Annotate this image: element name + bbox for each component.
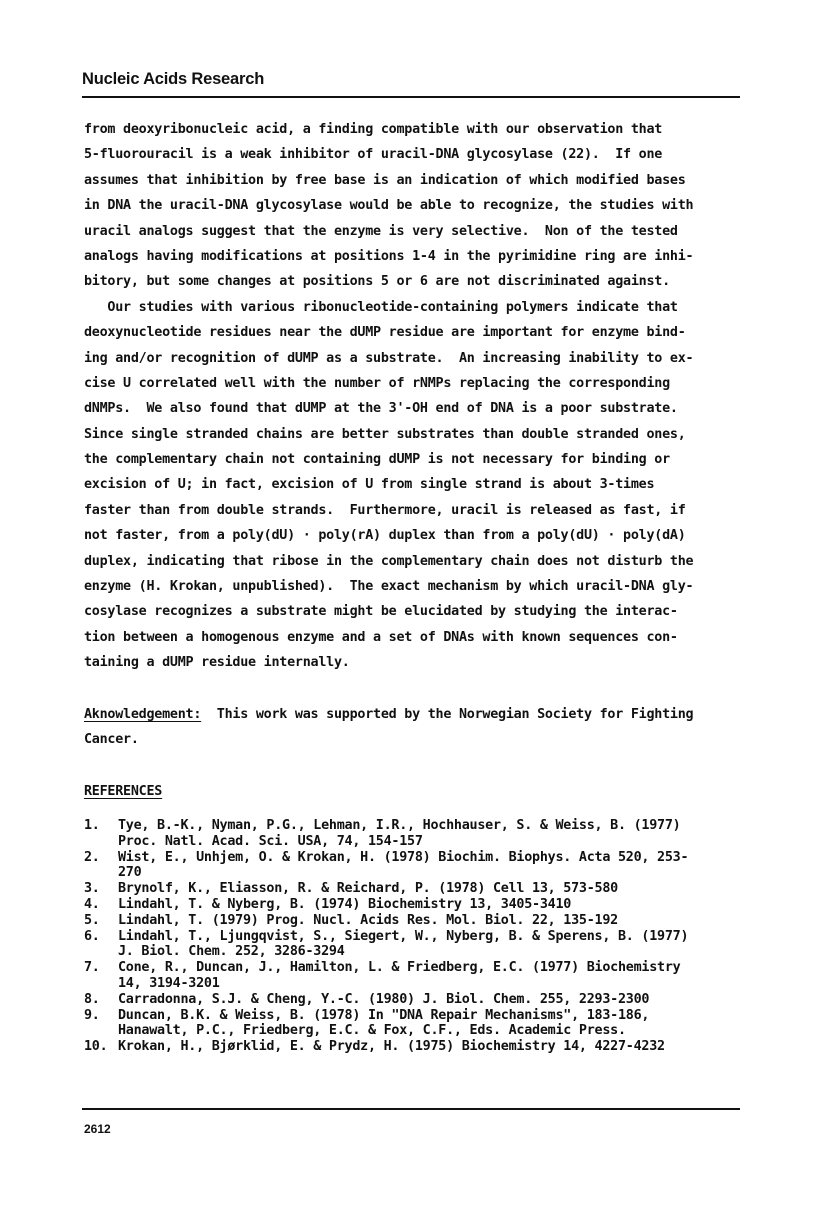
body-line: Our studies with various ribonucleotide-containing polymers indicate that (84, 299, 678, 315)
reference-number: 3. (84, 881, 100, 897)
reference-line: Wist, E., Unhjem, O. & Krokan, H. (1978) Biochim. Biophys. Acta 520, 253- (118, 849, 689, 865)
journal-title: Nucleic Acids Research (82, 70, 265, 88)
reference-item (84, 960, 744, 992)
acknowledgement-text: This work was supported by the Norwegian Society for Fighting (201, 707, 694, 722)
reference-number: 8. (84, 991, 100, 1007)
body-line: uracil analogs suggest that the enzyme is very selective. Non of the tested (84, 223, 678, 239)
body-line: 5-fluorouracil is a weak inhibitor of uracil-DNA glycosylase (22). If one (84, 147, 663, 163)
reference-number: 4. (84, 896, 100, 912)
reference-text (118, 897, 744, 913)
body-line: not faster, from a poly(dU) · poly(rA) duplex than from a poly(dU) · poly(dA) (84, 528, 686, 544)
body-line: analogs having modifications at positions 1-4 in the pyrimidine ring are inhi- (84, 248, 694, 264)
reference-line: 14, 3194-3201 (118, 975, 220, 991)
reference-text (118, 881, 744, 897)
body-line: faster than from double strands. Furthermore, uracil is released as fast, if (84, 502, 686, 518)
reference-line: 270 (118, 865, 142, 881)
reference-item (84, 992, 744, 1008)
footer-rule (82, 1108, 740, 1110)
reference-text (118, 992, 744, 1008)
reference-item (84, 913, 744, 929)
body-line: the complementary chain not containing dUMP is not necessary for binding or (84, 452, 670, 468)
reference-line: Lindahl, T., Ljungqvist, S., Siegert, W., Nyberg, B. & Sperens, B. (1977) (118, 928, 689, 944)
reference-number: 10. (84, 1039, 108, 1055)
reference-line: Hanawalt, P.C., Friedberg, E.C. & Fox, C.F., Eds. Academic Press. (118, 1023, 626, 1039)
acknowledgement-label: Aknowledgement: (84, 707, 202, 722)
reference-text (118, 1008, 744, 1040)
reference-line: Carradonna, S.J. & Cheng, Y.-C. (1980) J. Biol. Chem. 255, 2293-2300 (118, 991, 650, 1007)
reference-item (84, 850, 744, 882)
reference-line: Cone, R., Duncan, J., Hamilton, L. & Friedberg, E.C. (1977) Biochemistry (118, 960, 681, 976)
reference-item (84, 929, 744, 961)
reference-text (118, 960, 744, 992)
body-line: bitory, but some changes at positions 5 or 6 are not discriminated against. (84, 274, 670, 290)
reference-number: 1. (84, 818, 100, 833)
body-line: in DNA the uracil-DNA glycosylase would be able to recognize, the studies with (84, 198, 694, 214)
body-line: deoxynucleotide residues near the dUMP residue are important for enzyme bind- (84, 325, 686, 341)
reference-line: Brynolf, K., Eliasson, R. & Reichard, P. (1978) Cell 13, 573-580 (118, 881, 618, 897)
body-line: duplex, indicating that ribose in the complementary chain does not disturb the (84, 553, 694, 569)
reference-item (84, 1008, 744, 1040)
reference-item (84, 1039, 744, 1055)
acknowledgement (84, 702, 744, 753)
reference-number: 7. (84, 960, 100, 976)
references-heading: REFERENCES (84, 784, 163, 799)
reference-line: Lindahl, T. (1979) Prog. Nucl. Acids Res. Mol. Biol. 22, 135-192 (118, 912, 618, 928)
body-line: dNMPs. We also found that dUMP at the 3'-OH end of DNA is a poor substrate. (84, 401, 678, 417)
reference-line: Duncan, B.K. & Weiss, B. (1978) In "DNA Repair Mechanisms", 183-186, (118, 1007, 650, 1023)
acknowledgement-text-cont: Cancer. (84, 732, 139, 748)
body-line: excision of U; in fact, excision of U from single strand is about 3-times (84, 477, 655, 493)
page-number: 2612 (84, 1122, 111, 1136)
reference-item (84, 897, 744, 913)
reference-text (118, 913, 744, 929)
reference-text (118, 850, 744, 882)
reference-number: 9. (84, 1007, 100, 1023)
references-list (84, 818, 744, 1055)
body-line: cosylase recognizes a substrate might be elucidated by studying the interac- (84, 604, 678, 620)
body-line: cise U correlated well with the number of rNMPs replacing the corresponding (84, 375, 670, 391)
reference-number: 2. (84, 849, 100, 865)
reference-line: Proc. Natl. Acad. Sci. USA, 74, 154-157 (118, 833, 423, 849)
body-line: enzyme (H. Krokan, unpublished). The exact mechanism by which uracil-DNA gly- (84, 579, 694, 595)
reference-item (84, 818, 744, 850)
body-line: taining a dUMP residue internally. (84, 655, 350, 671)
reference-number: 6. (84, 928, 100, 944)
discussion-text (84, 117, 744, 676)
body-line: tion between a homogenous enzyme and a set of DNAs with known sequences con- (84, 629, 678, 645)
reference-line: Tye, B.-K., Nyman, P.G., Lehman, I.R., Hochhauser, S. & Weiss, B. (1977) (118, 818, 681, 833)
body-line: from deoxyribonucleic acid, a finding compatible with our observation that (84, 122, 663, 137)
reference-line: Krokan, H., Bjørklid, E. & Prydz, H. (1975) Biochemistry 14, 4227-4232 (118, 1039, 665, 1055)
reference-text (118, 818, 744, 850)
reference-line: Lindahl, T. & Nyberg, B. (1974) Biochemistry 13, 3405-3410 (118, 896, 572, 912)
body-line: ing and/or recognition of dUMP as a substrate. An increasing inability to ex- (84, 350, 694, 366)
reference-line: J. Biol. Chem. 252, 3286-3294 (118, 944, 345, 960)
header-rule (82, 96, 740, 98)
reference-number: 5. (84, 912, 100, 928)
reference-text (118, 929, 744, 961)
reference-text (118, 1039, 744, 1055)
reference-item (84, 881, 744, 897)
body-line: Since single stranded chains are better substrates than double stranded ones, (84, 426, 686, 442)
body-line: assumes that inhibition by free base is an indication of which modified bases (84, 172, 686, 188)
